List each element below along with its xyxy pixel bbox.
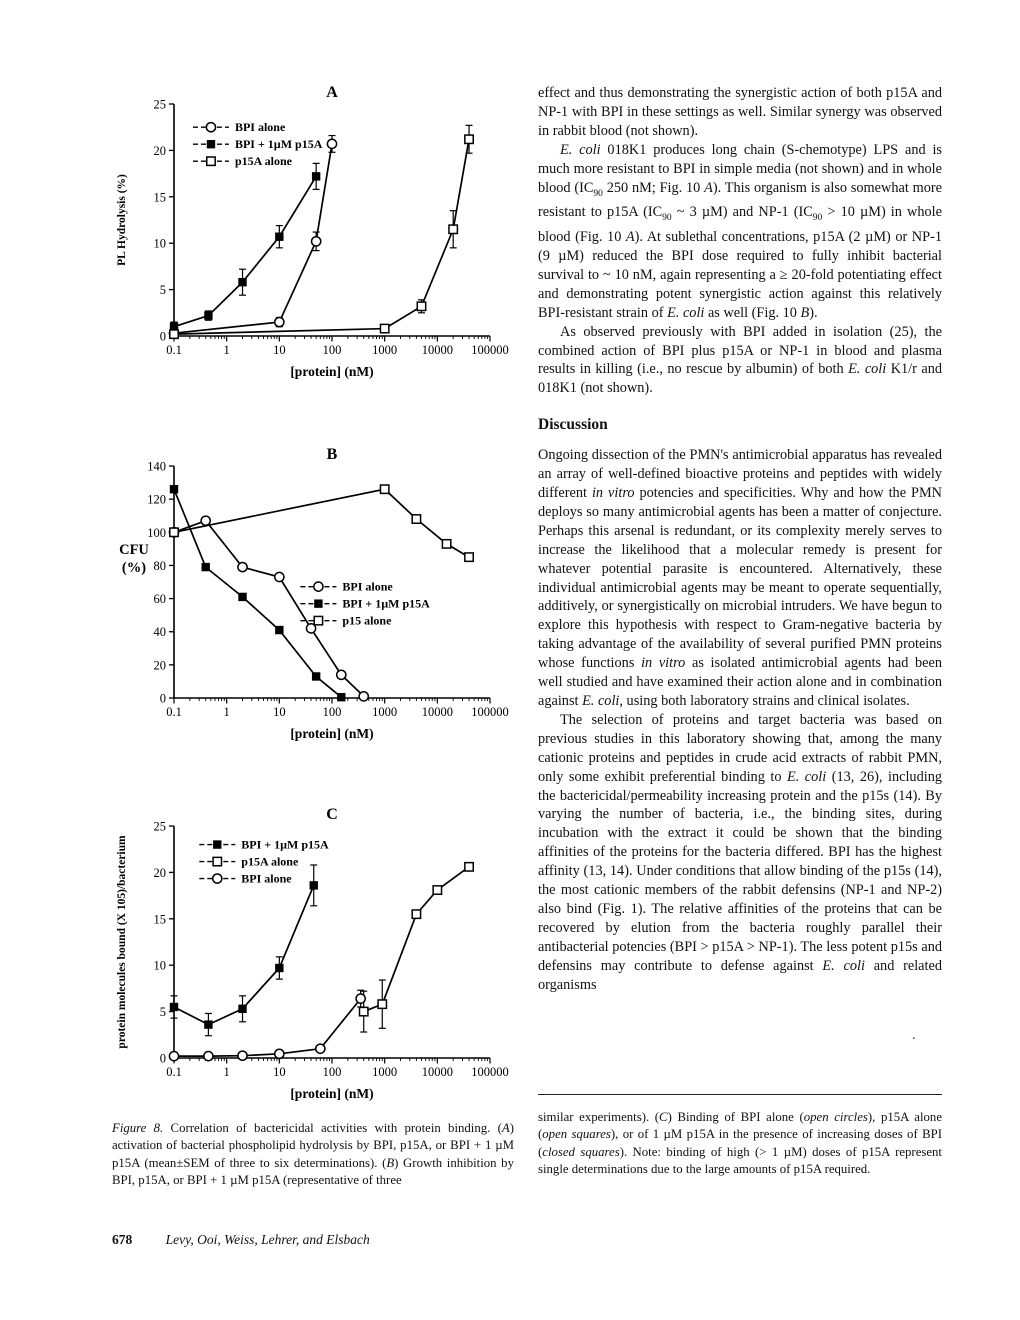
svg-text:10000: 10000 <box>421 343 453 357</box>
svg-text:A: A <box>326 84 338 101</box>
svg-text:100: 100 <box>322 343 342 357</box>
discussion-paragraph-1: Ongoing dissection of the PMN's antimicrobial apparatus has revealed an array of well-defined bioactive proteins and peptides with widely different in vitro potencies and specificities. Why and how the PMN deploys so many antimicrobial agents has been a matter of conjecture. Perhaps this arsenal is redundant, or its complexity merely serves to increase the likelihood that a molecular remedy is present for whatever potential parasite is encountered. Alternatively, these individual antimicrobial agents may be meant to operate sequentially, additively, or synergistically on microbial intruders. We have begun to explore this hypothesis with respect to Gram-negative bacteria by taking advantage of the availability of several purified PMN proteins whose functions in vitro as isolated antimicrobial agents had been well studied and have examined their action alone and in combination against E. coli, using both laboratory strains and clinical isolates. <box>538 447 943 709</box>
svg-text:BPI alone: BPI alone <box>234 120 286 135</box>
svg-text:40: 40 <box>153 625 166 640</box>
svg-text:[protein] (nM): [protein] (nM) <box>290 726 374 741</box>
discussion-heading: Discussion <box>538 416 608 434</box>
svg-text:1000: 1000 <box>372 1065 398 1079</box>
svg-text:5: 5 <box>159 1005 166 1020</box>
svg-text:10: 10 <box>273 343 286 357</box>
svg-text:BPI alone: BPI alone <box>241 871 292 886</box>
svg-text:10: 10 <box>153 958 166 973</box>
svg-text:0.1: 0.1 <box>166 343 182 357</box>
svg-text:1: 1 <box>223 705 230 719</box>
svg-text:10000: 10000 <box>421 705 453 719</box>
svg-text:100000: 100000 <box>471 1065 509 1079</box>
svg-text:10: 10 <box>273 705 286 719</box>
svg-text:100000: 100000 <box>471 705 509 719</box>
svg-text:B: B <box>326 446 338 463</box>
chart-b-cfu <box>112 446 512 756</box>
chart-c-protein-binding <box>112 806 512 1116</box>
svg-text:0: 0 <box>159 1051 166 1066</box>
svg-text:0.1: 0.1 <box>166 1065 182 1079</box>
svg-text:100000: 100000 <box>471 343 509 357</box>
svg-text:p15A alone: p15A alone <box>241 854 299 869</box>
svg-text:C: C <box>326 806 338 823</box>
svg-text:BPI + 1µM p15A: BPI + 1µM p15A <box>241 837 329 852</box>
svg-text:0: 0 <box>159 329 166 344</box>
svg-text:25: 25 <box>153 97 166 112</box>
svg-text:10: 10 <box>273 1065 286 1079</box>
svg-text:100: 100 <box>147 525 166 540</box>
running-authors: Levy, Ooi, Weiss, Lehrer, and Elsbach <box>165 1232 370 1247</box>
svg-text:[protein] (nM): [protein] (nM) <box>290 364 374 379</box>
svg-text:20: 20 <box>153 143 166 158</box>
svg-text:BPI + 1µM p15A: BPI + 1µM p15A <box>342 596 430 611</box>
body-paragraph-2: E. coli 018K1 produces long chain (S-chemotype) LPS and is much more resistant to BPI in simple media (not shown) and in whole blood ($IC_{90}$ 250 nM; Fig. 10 A). This organism is also somewhat more resistant to p15A ($IC_{90}$ ~ 3 µM) and NP-1 ($IC_{90} > 10$ µM) in whole blood (Fig. 10 A). At sublethal concentrations, p15A (2 µM) or NP-1 (9 µM) reduced the BPI dose required to fully inhibit bacterial survival to ~ 10 nM, again representing a ≥ 20-fold potentiating effect and demonstrating potent synergistic action against this relatively BPI-resistant strain of E. coli as well (Fig. 10 B). <box>538 141 942 321</box>
svg-text:0.1: 0.1 <box>166 705 182 719</box>
svg-text:PL Hydrolysis (%): PL Hydrolysis (%) <box>116 174 128 266</box>
svg-text:protein molecules bound (X 105: protein molecules bound (X 105)/bacterium <box>116 835 128 1049</box>
article-text-column <box>538 84 942 995</box>
svg-text:10000: 10000 <box>421 1065 453 1079</box>
svg-text:CFU: CFU <box>119 542 149 559</box>
svg-text:15: 15 <box>153 190 166 205</box>
svg-text:25: 25 <box>153 819 166 834</box>
svg-text:100: 100 <box>322 1065 342 1079</box>
svg-text:BPI + 1µM p15A: BPI + 1µM p15A <box>234 137 323 152</box>
svg-text:10: 10 <box>153 236 166 251</box>
figure-8-caption-right: similar experiments). (C) Binding of BPI alone (open circles), p15A alone (open squares), or of 1 µM p15A in the presence of increasing doses of BPI (closed squares). Note: binding of high (> 1 µM) doses of p15A represent single determinations due to the large amounts of p15A required. <box>538 1094 942 1179</box>
svg-text:60: 60 <box>153 592 166 607</box>
svg-text:1000: 1000 <box>372 343 398 357</box>
svg-text:BPI alone: BPI alone <box>342 579 393 594</box>
svg-text:20: 20 <box>153 865 166 880</box>
svg-text:120: 120 <box>147 492 166 507</box>
svg-text:0: 0 <box>159 691 166 706</box>
chart-a-pl-hydrolysis <box>112 84 512 394</box>
svg-text:1: 1 <box>223 343 230 357</box>
svg-text:140: 140 <box>147 459 166 474</box>
stray-period-mark: . <box>912 1028 916 1043</box>
svg-text:(%): (%) <box>121 560 147 577</box>
page-number: 678 <box>112 1232 133 1247</box>
svg-text:[protein] (nM): [protein] (nM) <box>290 1086 374 1101</box>
figure-8-caption-left: Figure 8. Correlation of bactericidal activities with protein binding. (A) activation of bacterial phospholipid hydrolysis by BPI, p15A, or BPI + 1 µM p15A (mean±SEM of three to six determinations). (B) Growth inhibition by BPI, p15A, or BPI + 1 µM p15A (representative of three <box>112 1121 514 1188</box>
svg-text:5: 5 <box>159 283 166 298</box>
svg-text:1000: 1000 <box>372 705 398 719</box>
svg-text:p15A alone: p15A alone <box>234 154 292 169</box>
page-footer <box>112 1232 370 1248</box>
svg-text:80: 80 <box>153 558 166 573</box>
discussion-paragraph-2: The selection of proteins and target bacteria was based on previous studies in this laboratory showing that, among the many cationic proteins and peptides in crude acid extracts of rabbit PMN, only some exhibit preferential binding to E. coli (13, 26), including the bactericidal/permeability increasing protein and the p15s (14). By varying the number of bacteria, i.e., the binding sites, during incubation with the extract it could be shown that the binding affinities of the proteins for the bacteria differed. BPI has the highest affinity (13, 14). Under conditions that allow binding of the p15s (14), the most cationic members of the rabbit defensins (NP-1 and NP-2) also bind (Fig. 1). The relative affinities of the proteins that can be recovered by elution from the bacteria roughly parallel their antibacterial potencies (BPI > p15A > NP-1). The less potent p15s and defensins may contribute to defense against E. coli and related organisms <box>538 711 942 993</box>
svg-text:100: 100 <box>322 705 342 719</box>
body-paragraph-1: effect and thus demonstrating the synergistic action of both p15A and NP-1 with BPI in these settings as well. Similar synergy was observed in rabbit blood (not shown). <box>538 85 942 139</box>
body-paragraph-3: As observed previously with BPI added in isolation (25), the combined action of BPI plus p15A or NP-1 in blood and plasma results in killing (i.e., no rescue by albumin) of both E. coli K1/r and 018K1 (not shown). <box>538 323 943 397</box>
svg-text:p15 alone: p15 alone <box>342 613 392 628</box>
svg-text:20: 20 <box>153 658 166 673</box>
svg-text:15: 15 <box>153 912 166 927</box>
svg-text:1: 1 <box>223 1065 230 1079</box>
